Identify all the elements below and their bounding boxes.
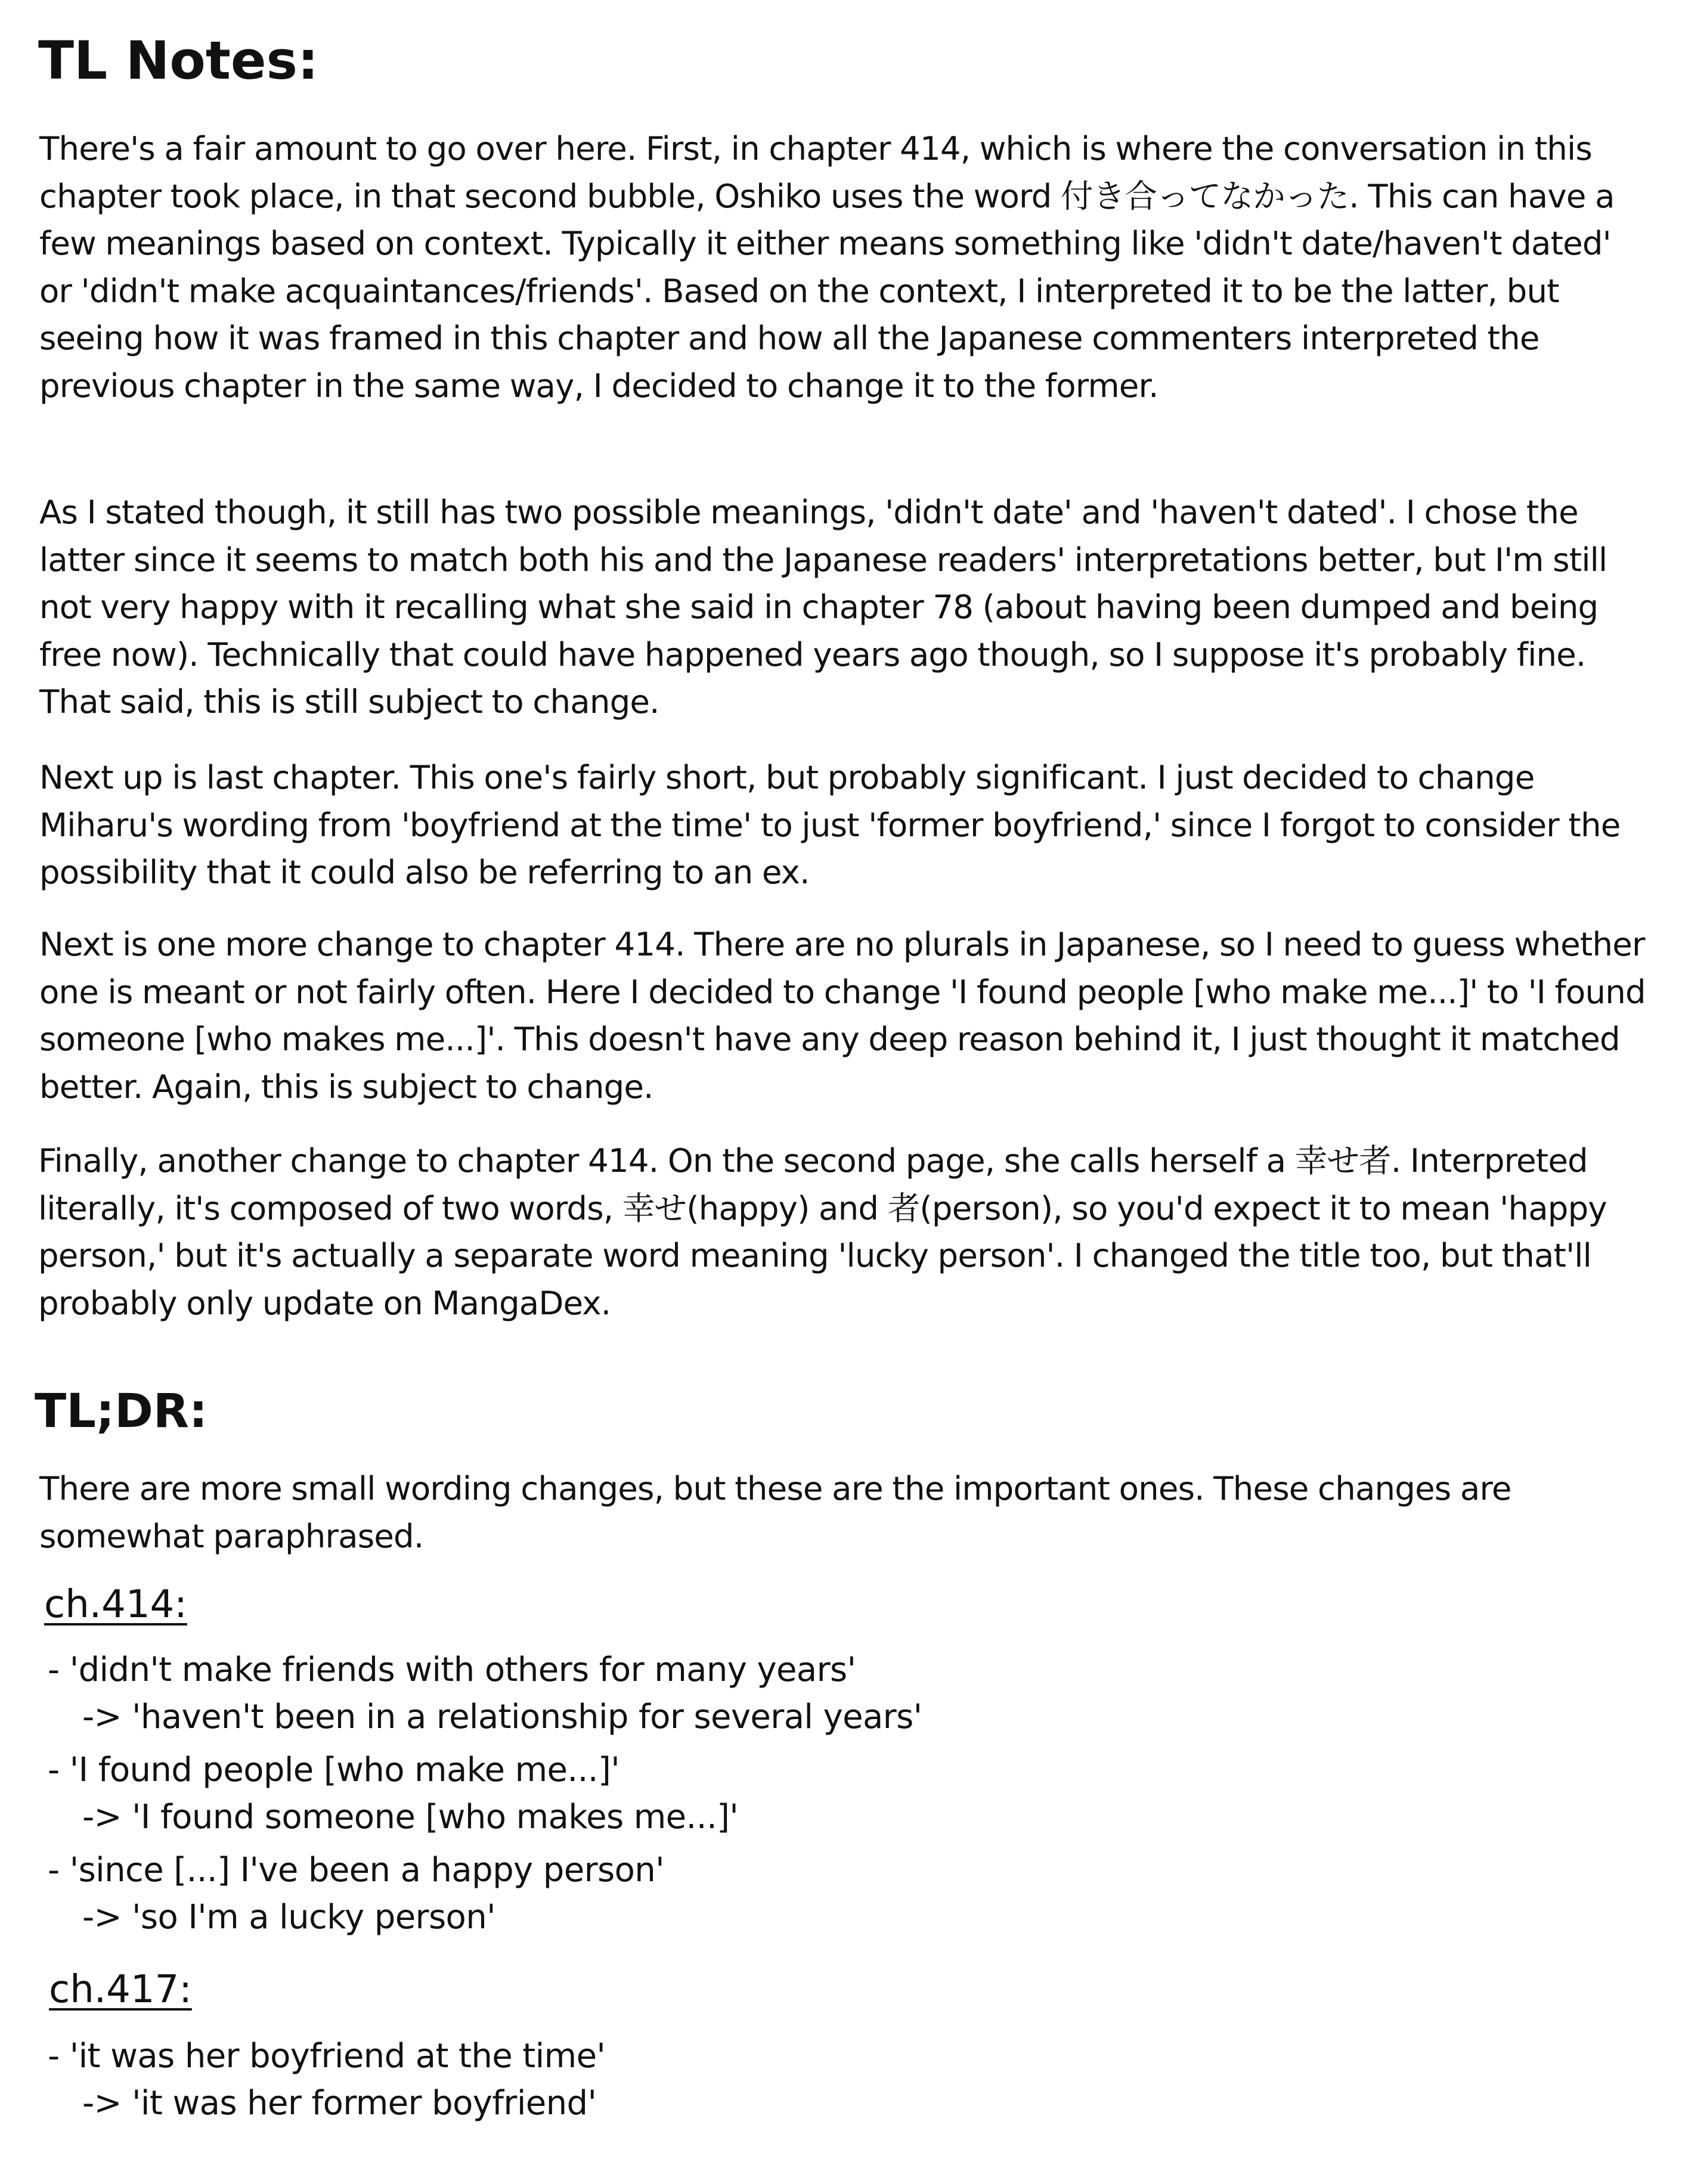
chapter-414-label: ch.414: [44, 1583, 187, 1627]
tldr-paragraph: There are more small wording changes, but these are the important ones. These changes are somewhat paraphrased. [39, 1469, 1511, 1555]
change-old-wording: - 'I found people [who make me...]' [48, 1751, 620, 1789]
chapter-417-label: ch.417: [49, 1968, 192, 2012]
change-old-wording: - 'didn't make friends with others for many years' [48, 1651, 856, 1689]
tldr-heading: TL;DR: [35, 1385, 208, 1438]
change-new-wording: -> 'it was her former boyfriend' [82, 2084, 597, 2123]
change-new-wording: -> 'I found someone [who makes me...]' [82, 1798, 739, 1836]
notes-paragraph-1: There's a fair amount to go over here. First, in chapter 414, which is where the conversation in this chapter took place, in that second bubble, Oshiko uses the word 付き合ってなかった. This can have a few meanings based on context. Typically it either means something like 'didn't date/haven't dated' or 'didn't make acquaintances/friends'. Based on the context, I interpreted it to be the latter, but seeing how it was framed in this chapter and how all the Japanese commenters interpreted the previous chapter in the same way, I decided to change it to the former. [39, 129, 1615, 405]
tl-notes-heading: TL Notes: [38, 30, 319, 91]
change-new-wording: -> 'haven't been in a relationship for several years' [82, 1698, 922, 1736]
change-old-wording: - 'it was her boyfriend at the time' [48, 2037, 606, 2076]
notes-paragraph-5: Finally, another change to chapter 414. On the second page, she calls herself a 幸せ者. Interpreted literally, it's composed of two words, 幸せ(happy) and 者(person), so you'd expect it to mean 'happy person,' but it's actually a separate word meaning 'lucky person'. I changed the title too, but that'll probably only update on MangaDex. [38, 1141, 1607, 1322]
change-item [48, 1847, 664, 1941]
change-item [48, 2033, 605, 2127]
change-item [48, 1746, 738, 1841]
change-old-wording: - 'since [...] I've been a happy person' [48, 1851, 664, 1890]
notes-paragraph-2: As I stated though, it still has two possible meanings, 'didn't date' and 'haven't dated'. I chose the latter since it seems to match both his and the Japanese readers' interpretations better, but I'm still not very happy with it recalling what she said in chapter 78 (about having been dumped and being free now). Technically that could have happened years ago though, so I suppose it's probably fine. That said, this is still subject to change. [39, 493, 1607, 721]
notes-paragraph-3: Next up is last chapter. This one's fairly short, but probably significant. I just decided to change Miharu's wording from 'boyfriend at the time' to just 'former boyfriend,' since I forgot to consider the possibility that it could also be referring to an ex. [39, 758, 1621, 891]
change-item [48, 1646, 922, 1741]
notes-paragraph-4: Next is one more change to chapter 414. There are no plurals in Japanese, so I need to guess whether one is meant or not fairly often. Here I decided to change 'I found people [who make me...]' to 'I found someone [who makes me...]'. This doesn't have any deep reason behind it, I just thought it matched better. Again, this is subject to change. [39, 925, 1646, 1106]
change-new-wording: -> 'so I'm a lucky person' [82, 1898, 495, 1937]
